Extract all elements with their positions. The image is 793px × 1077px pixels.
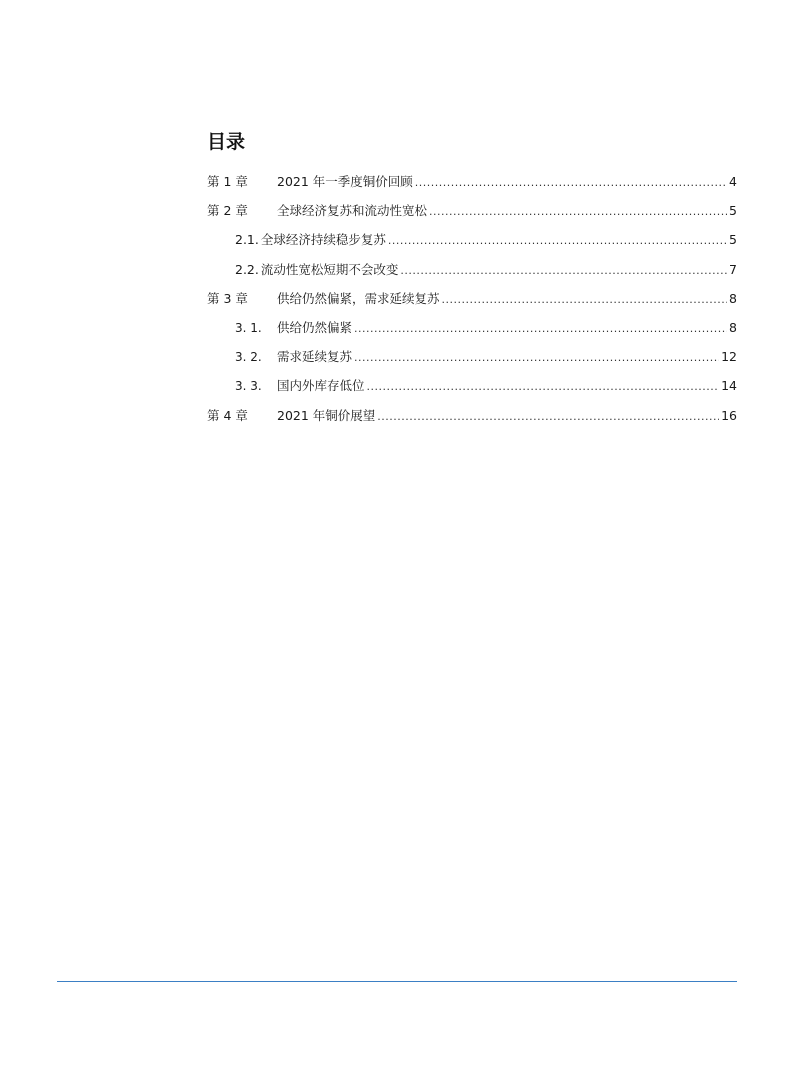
toc-entry-title: 供给仍然偏紧 xyxy=(277,319,353,335)
toc-entry-chapter-4[interactable] xyxy=(207,405,737,434)
toc-entry-title: 2021 年一季度铜价回顾 xyxy=(277,174,413,189)
dot-leader xyxy=(367,376,720,398)
dot-leader xyxy=(388,230,727,252)
toc-entry-title: 全球经济持续稳步复苏 xyxy=(260,232,386,248)
toc-entry-page: 8 xyxy=(729,290,737,306)
toc-entry-number: 3. 3. xyxy=(235,379,262,394)
dot-leader xyxy=(400,260,727,282)
toc-entry-number: 第 3 章 xyxy=(207,290,248,306)
toc-entry-number: 第 1 章 xyxy=(207,174,248,189)
toc-entry-number: 2.2. xyxy=(235,261,259,277)
toc-entry-chapter-3[interactable] xyxy=(207,288,737,317)
toc-entry-chapter-1[interactable] xyxy=(207,171,737,200)
toc-entry-title: 2021 年铜价展望 xyxy=(277,407,376,423)
dot-leader xyxy=(354,318,727,340)
toc-entry-page: 16 xyxy=(721,407,737,423)
toc-entry-page: 5 xyxy=(729,203,737,219)
toc-entry-page: 12 xyxy=(721,349,737,365)
dot-leader xyxy=(442,289,728,311)
toc-title: 目录 xyxy=(207,131,246,153)
toc-entry-section-3-1[interactable] xyxy=(207,317,737,346)
toc-entry-page: 7 xyxy=(729,261,737,277)
toc-entry-title: 全球经济复苏和流动性宽松 xyxy=(277,203,428,219)
toc-entry-title: 需求延续复苏 xyxy=(277,349,353,365)
toc-entry-page: 8 xyxy=(729,319,737,335)
toc-entry-number: 第 2 章 xyxy=(207,203,248,219)
dot-leader xyxy=(415,172,727,194)
table-of-contents xyxy=(207,171,737,434)
toc-entry-section-2-2[interactable] xyxy=(207,259,737,288)
toc-entry-page: 5 xyxy=(729,232,737,248)
toc-entry-page: 14 xyxy=(721,378,737,394)
toc-entry-section-3-2[interactable] xyxy=(207,346,737,375)
dot-leader xyxy=(429,201,727,223)
toc-entry-title: 国内外库存低位 xyxy=(277,378,365,394)
toc-entry-chapter-2[interactable] xyxy=(207,200,737,229)
toc-entry-number: 第 4 章 xyxy=(207,407,248,423)
toc-entry-title: 供给仍然偏紧，需求延续复苏 xyxy=(277,290,440,306)
dot-leader xyxy=(354,347,719,369)
toc-entry-title: 流动性宽松短期不会改变 xyxy=(260,261,399,277)
toc-entry-section-2-1[interactable] xyxy=(207,229,737,258)
toc-entry-section-3-3[interactable] xyxy=(207,375,737,404)
toc-entry-number: 3. 1. xyxy=(235,320,262,335)
toc-entry-number: 3. 2. xyxy=(235,350,262,365)
dot-leader xyxy=(377,406,719,428)
footer-divider xyxy=(57,981,737,982)
toc-entry-page: 4 xyxy=(729,174,737,189)
toc-entry-number: 2.1. xyxy=(235,232,259,248)
